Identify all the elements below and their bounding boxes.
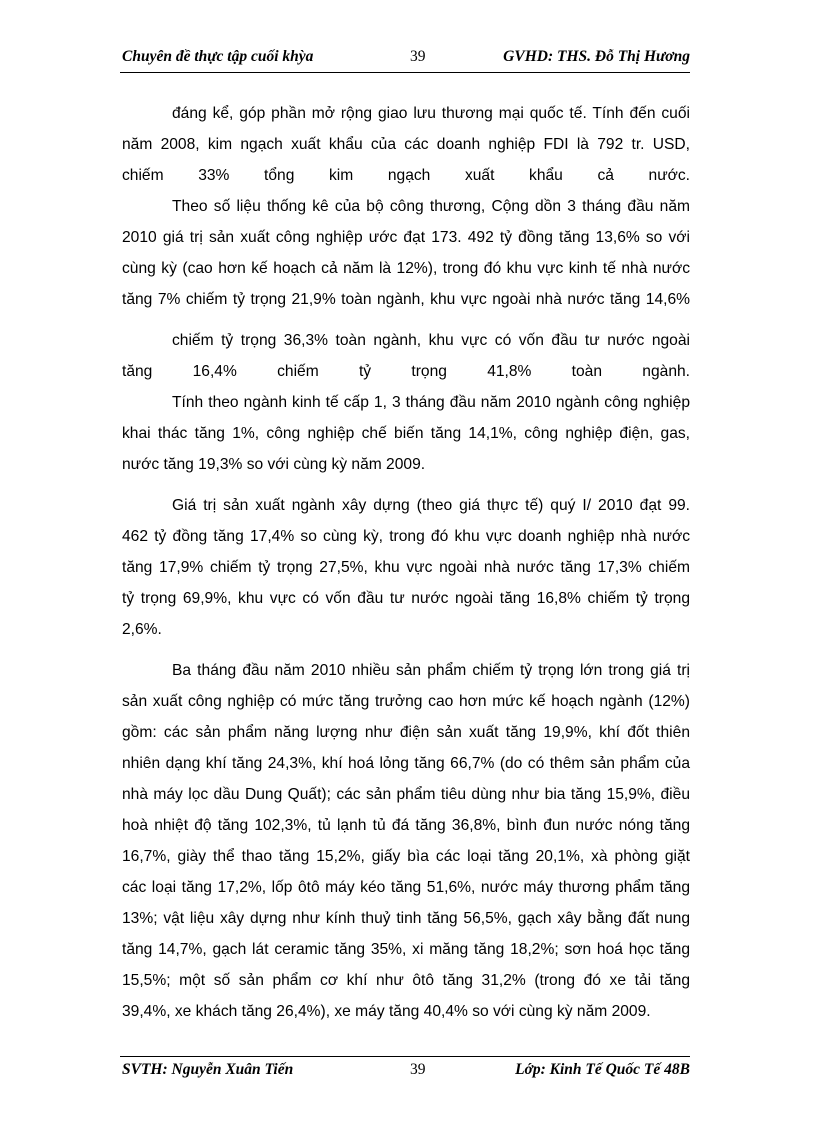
text-line: tỷ trọng 69,9%, khu vực có vốn đầu tư nước ngoài tăng 16,8% chiếm tỷ trọng bbox=[122, 590, 690, 607]
paragraph-5 bbox=[122, 490, 690, 645]
header-course-title: Chuyên đề thực tập cuối khỳa bbox=[122, 48, 314, 65]
text-line: tăng 17,9% chiếm tỷ trọng 27,5%, khu vực ngoài nhà nước tăng 17,3% chiếm bbox=[122, 559, 690, 576]
text-line: khai thác tăng 1%, công nghiệp chế biến tăng 14,1%, công nghiệp điện, gas, bbox=[122, 425, 690, 442]
text-line: cùng kỳ (cao hơn kế hoạch cả năm là 12%), trong đó khu vực kinh tế nhà nước bbox=[122, 260, 690, 277]
text-line: 2,6%. bbox=[122, 621, 162, 638]
text-line: sản xuất công nghiệp có mức tăng trưởng cao hơn mức kế hoạch ngành (12%) bbox=[122, 693, 690, 710]
text-line: tăng 7% chiếm tỷ trọng 21,9% toàn ngành, khu vực ngoài nhà nước tăng 14,6% bbox=[122, 291, 690, 308]
footer-page-number: 39 bbox=[410, 1061, 426, 1078]
text-line: các loại tăng 17,2%, lốp ôtô máy kéo tăng 51,6%, nước máy thương phẩm tăng bbox=[122, 879, 690, 896]
footer-student: SVTH: Nguyễn Xuân Tiến bbox=[122, 1061, 294, 1078]
paragraph-3 bbox=[122, 325, 690, 387]
text-line: Theo số liệu thống kê của bộ công thương, Cộng dồn 3 tháng đầu năm bbox=[172, 198, 690, 215]
text-line: chiếm 33% tổng kim ngạch xuất khẩu cả nước. bbox=[122, 167, 690, 184]
text-line: tăng 16,4% chiếm tỷ trọng 41,8% toàn ngành. bbox=[122, 363, 690, 380]
text-line: 2010 giá trị sản xuất công nghiệp ước đạt 173. 492 tỷ đồng tăng 13,6% so với bbox=[122, 229, 690, 246]
text-line: chiếm tỷ trọng 36,3% toàn ngành, khu vực có vốn đầu tư nước ngoài bbox=[172, 332, 690, 349]
text-line: hoà nhiệt độ tăng 102,3%, tủ lạnh tủ đá tăng 36,8%, bình đun nước nóng tăng bbox=[122, 817, 690, 834]
header-supervisor: GVHD: THS. Đỗ Thị Hương bbox=[503, 48, 690, 65]
text-line: tăng 14,7%, gạch lát ceramic tăng 35%, xi măng tăng 18,2%; sơn hoá học tăng bbox=[122, 941, 690, 958]
paragraph-2 bbox=[122, 191, 690, 315]
page-footer bbox=[120, 1056, 690, 1084]
text-line: nhiên dạng khí tăng 24,3%, khí hoá lỏng tăng 66,7% (do có thêm sản phẩm của bbox=[122, 755, 690, 772]
text-line: 462 tỷ đồng tăng 17,4% so cùng kỳ, trong đó khu vực doanh nghiệp nhà nước bbox=[122, 528, 690, 545]
text-line: đáng kể, góp phần mở rộng giao lưu thương mại quốc tế. Tính đến cuối bbox=[172, 105, 690, 122]
paragraph-1 bbox=[122, 98, 690, 191]
text-line: Tính theo ngành kinh tế cấp 1, 3 tháng đầu năm 2010 ngành công nghiệp bbox=[172, 394, 690, 411]
text-line: 16,7%, giày thể thao tăng 15,2%, giấy bìa các loại tăng 20,1%, xà phòng giặt bbox=[122, 848, 690, 865]
document-body bbox=[122, 98, 690, 1027]
text-line: năm 2008, kim ngạch xuất khẩu của các doanh nghiệp FDI là 792 tr. USD, bbox=[122, 136, 690, 153]
text-line: 13%; vật liệu xây dựng như kính thuỷ tinh tăng 56,5%, gạch xây bằng đất nung bbox=[122, 910, 690, 927]
text-line: 39,4%, xe khách tăng 26,4%), xe máy tăng 40,4% so với cùng kỳ năm 2009. bbox=[122, 1003, 651, 1020]
header-page-number: 39 bbox=[410, 48, 426, 65]
paragraph-6 bbox=[122, 655, 690, 1027]
text-line: nhà máy lọc dầu Dung Quất); các sản phẩm tiêu dùng như bia tăng 15,9%, điều bbox=[122, 786, 690, 803]
page-header bbox=[120, 48, 690, 73]
paragraph-4 bbox=[122, 387, 690, 480]
text-line: Ba tháng đầu năm 2010 nhiều sản phẩm chiếm tỷ trọng lớn trong giá trị bbox=[172, 662, 690, 679]
text-line: 15,5%; một số sản phẩm cơ khí như ôtô tăng 31,2% (trong đó xe tải tăng bbox=[122, 972, 690, 989]
text-line: Giá trị sản xuất ngành xây dựng (theo giá thực tế) quý I/ 2010 đạt 99. bbox=[172, 497, 690, 514]
text-line: gồm: các sản phẩm năng lượng như điện sản xuất tăng 19,9%, khí đốt thiên bbox=[122, 724, 690, 741]
text-line: nước tăng 19,3% so với cùng kỳ năm 2009. bbox=[122, 456, 426, 473]
footer-class: Lớp: Kinh Tế Quốc Tế 48B bbox=[515, 1061, 690, 1078]
